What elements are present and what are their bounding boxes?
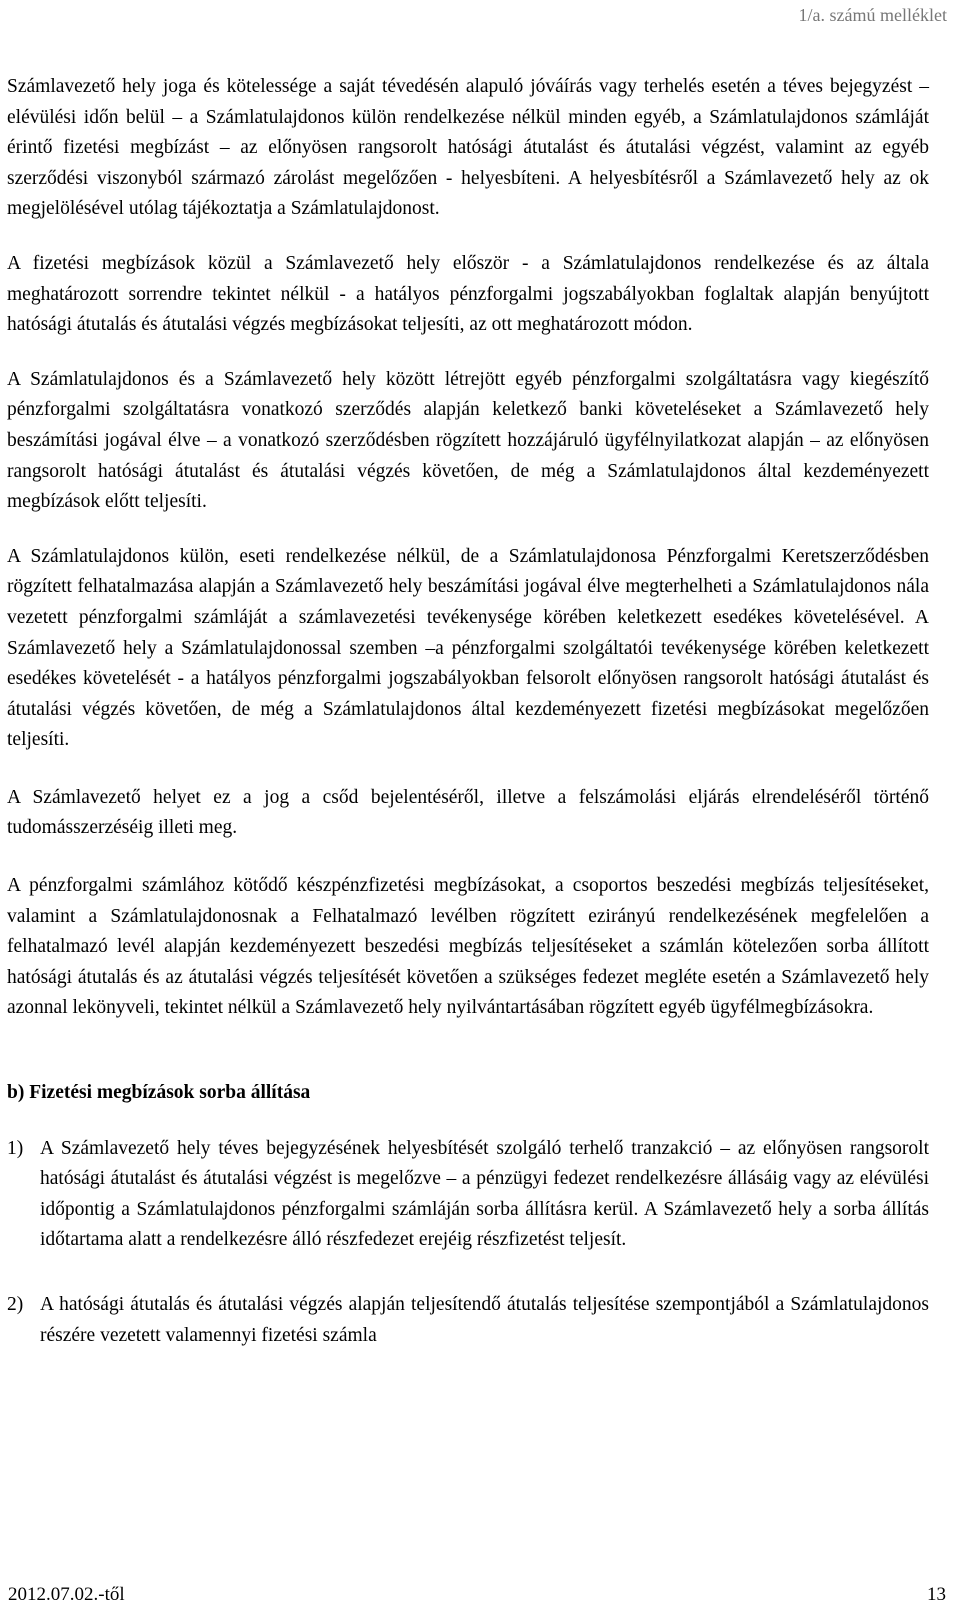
paragraph: A Számlatulajdonos és a Számlavezető hely között létrejött egyéb pénzforgalmi szolgáltatásra vagy kiegészítő pénzforgalmi szolgáltatásra vonatkozó szerződés alapján keletkező banki követeléseket a Számlavezető hely beszámítási jogával élve – a vonatkozó szerződésben rögzített hozzájáruló ügyfélnyilatkozat alapján – az előnyösen rangsorolt hatósági átutalást és átutalási végzés követően, de még a Számlatulajdonos által kezdeményezett megbízások előtt teljesíti. <box>7 368 929 513</box>
list-item-number: 1) <box>7 1137 24 1159</box>
list-item <box>7 1290 929 1351</box>
document-body <box>7 72 929 1351</box>
paragraph: Számlavezető hely joga és kötelessége a saját tévedésén alapuló jóváírás vagy terhelés esetén a téves bejegyzést – elévülési időn belül – a Számlatulajdonos külön rendelkezése nélkül minden egyéb, a Számlatulajdonos számláját érintő fizetési megbízást – az előnyösen rangsorolt hatósági átutalást és átutalási végzést, valamint az egyéb szerződési viszonyból származó zárolást megelőzően - helyesbíteni. A helyesbítésről a Számlavezető hely az ok megjelölésével utólag tájékoztatja a Számlatulajdonost. <box>7 76 929 220</box>
section-heading: b) Fizetési megbízások sorba állítása <box>7 1082 311 1104</box>
paragraph: A fizetési megbízások közül a Számlavezető hely először - a Számlatulajdonos rendelkezése és az általa meghatározott sorrendre tekintet nélkül - a hatályos pénzforgalmi jogszabályokban foglaltak alapján benyújtott hatósági átutalás és átutalási végzés megbízásokat teljesíti, az ott meghatározott módon. <box>7 252 929 336</box>
list-item-text: A Számlavezető hely téves bejegyzésének helyesbítését szolgáló terhelő tranzakció – az előnyösen rangsorolt hatósági átutalást és átutalási végzést is megelőzve – a pénzügyi fedezet rendelkezésre állásáig vagy az elévülési időpontig a Számlatulajdonos pénzforgalmi számláján sorba állításra kerül. A Számlavezető hely a sorba állítás időtartama alatt a rendelkezésre álló részfedezet erejéig részfizetést teljesít. <box>40 1137 929 1251</box>
list-item-number: 2) <box>7 1294 24 1315</box>
page-number: 13 <box>927 1584 946 1605</box>
list-item <box>7 1134 929 1256</box>
paragraph: A Számlatulajdonos külön, eseti rendelkezése nélkül, de a Számlatulajdonosa Pénzforgalmi Keretszerződésben rögzített felhatalmazása alapján a Számlavezető hely beszámítási jogával élve megterhelheti a Számlatulajdonos nála vezetett pénzforgalmi számláját a számlavezetési tevékenysége körében keletkezett esedékes követelésével. A Számlavezető hely a Számlatulajdonossal szemben –a pénzforgalmi szolgáltatói tevékenysége körében keletkezett esedékes követelését - a hatályos pénzforgalmi jogszabályokban felsorolt előnyösen rangsorolt hatósági átutalást és átutalási végzés követően, de még a Számlatulajdonos által kezdeményezett fizetési megbízásokat megelőzően teljesíti. <box>7 545 929 751</box>
annex-label: 1/a. számú melléklet <box>798 5 947 25</box>
paragraph: A Számlavezető helyet ez a jog a csőd bejelentéséről, illetve a felszámolási eljárás elrendeléséről történő tudomásszerzéséig illeti meg. <box>7 786 929 839</box>
paragraph: A pénzforgalmi számlához kötődő készpénzfizetési megbízásokat, a csoportos beszedési megbízás teljesítéseket, valamint a Számlatulajdonosnak a Felhatalmazó levélben rögzített ezirányú rendelkezésének megfelelően a felhatalmazó levél alapján kezdeményezett beszedési megbízás teljesítéseket a számlán kötelezően sorba állított hatósági átutalás és az átutalási végzés teljesítését követően a szükséges fedezet megléte esetén a Számlavezető hely azonnal lekönyveli, tekintet nélkül a Számlavezető hely nyilvántartásában rögzített egyéb ügyfélmegbízásokra. <box>7 875 929 1019</box>
list-item-text: A hatósági átutalás és átutalási végzés alapján teljesítendő átutalás teljesítése szempontjából a Számlatulajdonos részére vezetett valamennyi fizetési számla <box>40 1294 929 1346</box>
footer-date: 2012.07.02.-től <box>8 1584 125 1605</box>
